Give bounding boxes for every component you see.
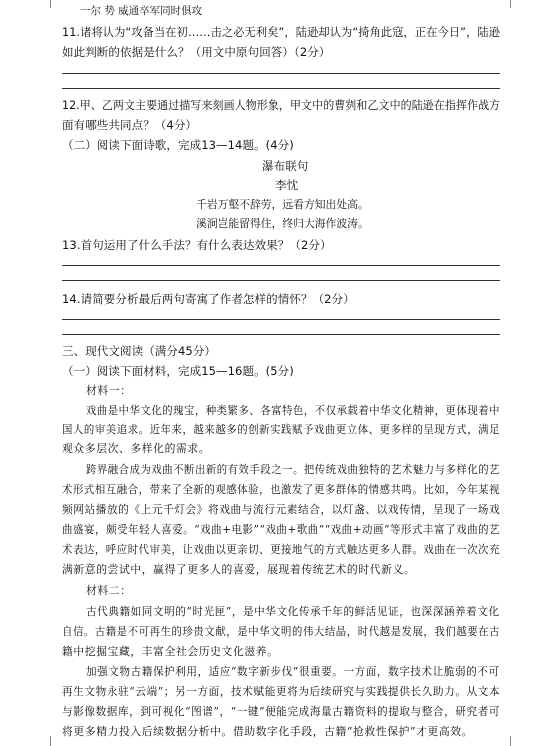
m1-p1-line2: 国人的审美追求。近年来，越来越多的创新实践赋予戏曲更立体、更多样的呈现方式，满足 — [62, 423, 501, 436]
question-12-line2: 面有哪些共同点？（4分） — [62, 118, 198, 132]
material-1-label: 材料一： — [86, 384, 132, 397]
m1-p2-line6: 满新意的尝试中，赢得了更多人的喜爱，展现着传统艺术的时代新义。 — [62, 563, 416, 576]
answer-line-11a[interactable] — [62, 73, 500, 74]
m2-p1-line2: 自信。古籍是不可再生的珍贵文献，是中华文明的伟大结晶，时代越是发展，我们越要在古 — [62, 625, 501, 638]
m2-p2-line4: 将更多精力投入后续数据分析中。借助数字化手段，古籍“抢救性保护”才更高效。 — [62, 725, 474, 738]
m1-p1-line3: 观众多层次、多样化的需求。 — [62, 442, 211, 455]
question-14: 14.请简要分析最后两句寄寓了作者怎样的情怀？（2分） — [62, 292, 355, 306]
question-12-line1: 12.甲、乙两文主要通过描写来刻画人物形象，甲文中的曹刿和乙文中的陆逊在指挥作战方 — [62, 98, 501, 112]
crop-mark-top-right — [510, 0, 521, 8]
m2-p2-line1: 加强文物古籍保护利用，适应“数字新步伐”很重要。一方面，数字技术让脆弱的不可 — [86, 665, 500, 678]
poem-line-1: 千岩万壑不辞劳，远看方知出处高。 — [196, 198, 369, 211]
m2-p2-line3: 与影像数据库，到可视化“图谱”，“一键”便能完成海量古籍资料的提取与整合，研究者可 — [62, 705, 501, 718]
m1-p2-line3: 频网站播放的《上元千灯会》将戏曲与流行元素结合，以灯盏、以戏传情，呈现了一场戏 — [62, 503, 501, 516]
crop-mark-top-left — [40, 0, 51, 8]
m2-p1-line3: 籍中挖掘宝藏，丰富全社会历史文化滋养。 — [62, 645, 279, 658]
m1-p2-line4: 曲盛宴，颇受年轻人喜爱。“戏曲+电影”“戏曲+歌曲”“戏曲+动画”等形式丰富了戏曲的艺 — [62, 523, 501, 536]
crop-mark-bottom-right — [510, 736, 521, 746]
header-text: 一尔 势 威通卒军同时俱攻 — [80, 5, 203, 17]
m1-p2-line1: 跨界融合成为戏曲不断出新的有效手段之一。把传统戏曲独特的艺术魅力与多样化的艺 — [86, 463, 501, 476]
m1-p2-line2: 术形式相互融合，带来了全新的观感体验，也激发了更多群体的情感共鸣。比如，今年某视 — [62, 483, 501, 496]
question-11-line1: 11.诸将认为“攻备当在初……击之必无利矣”，陆逊却认为“掎角此寇，正在今日”，陆逊 — [62, 25, 501, 39]
question-11-line2: 如此判断的依据是什么？（用文中原句回答）（2分） — [62, 45, 331, 59]
crop-mark-bottom-left — [40, 736, 51, 746]
section-2-heading: （二）阅读下面诗歌，完成13—14题。(4分) — [62, 138, 294, 152]
answer-line-13b[interactable] — [62, 280, 500, 281]
section-3-heading: 三、现代文阅读（满分45分） — [62, 344, 217, 358]
material-2-label: 材料二： — [86, 584, 132, 597]
poem-line-2: 溪涧岂能留得住，终归大海作波涛。 — [196, 217, 369, 230]
section-3-1-heading: （一）阅读下面材料，完成15—16题。(5分) — [62, 364, 294, 378]
answer-line-11b[interactable] — [62, 88, 500, 89]
answer-line-14b[interactable] — [62, 334, 500, 335]
m1-p2-line5: 术表达，呼应时代审美，让戏曲以更亲切、更接地气的方式触达更多人群。戏曲在一次次充 — [62, 543, 501, 556]
poem-author: 李忱 — [275, 178, 299, 192]
poem-title: 瀑布联句 — [262, 159, 309, 173]
question-13: 13.首句运用了什么手法？有什么表达效果？（2分） — [62, 238, 332, 252]
answer-line-14a[interactable] — [62, 319, 500, 320]
m2-p1-line1: 古代典籍如同文明的“时光匣”，是中华文化传承千年的鲜活见证，也深深涵养着文化 — [86, 605, 500, 618]
answer-line-13a[interactable] — [62, 265, 500, 266]
m2-p2-line2: 再生文物永驻“云端”；另一方面，技术赋能更将为后续研究与实践提供长久助力。从文本 — [62, 685, 501, 698]
m1-p1-line1: 戏曲是中华文化的瑰宝，种类繁多、各富特色，不仅承载着中华文化精神，更体现着中 — [86, 404, 501, 417]
